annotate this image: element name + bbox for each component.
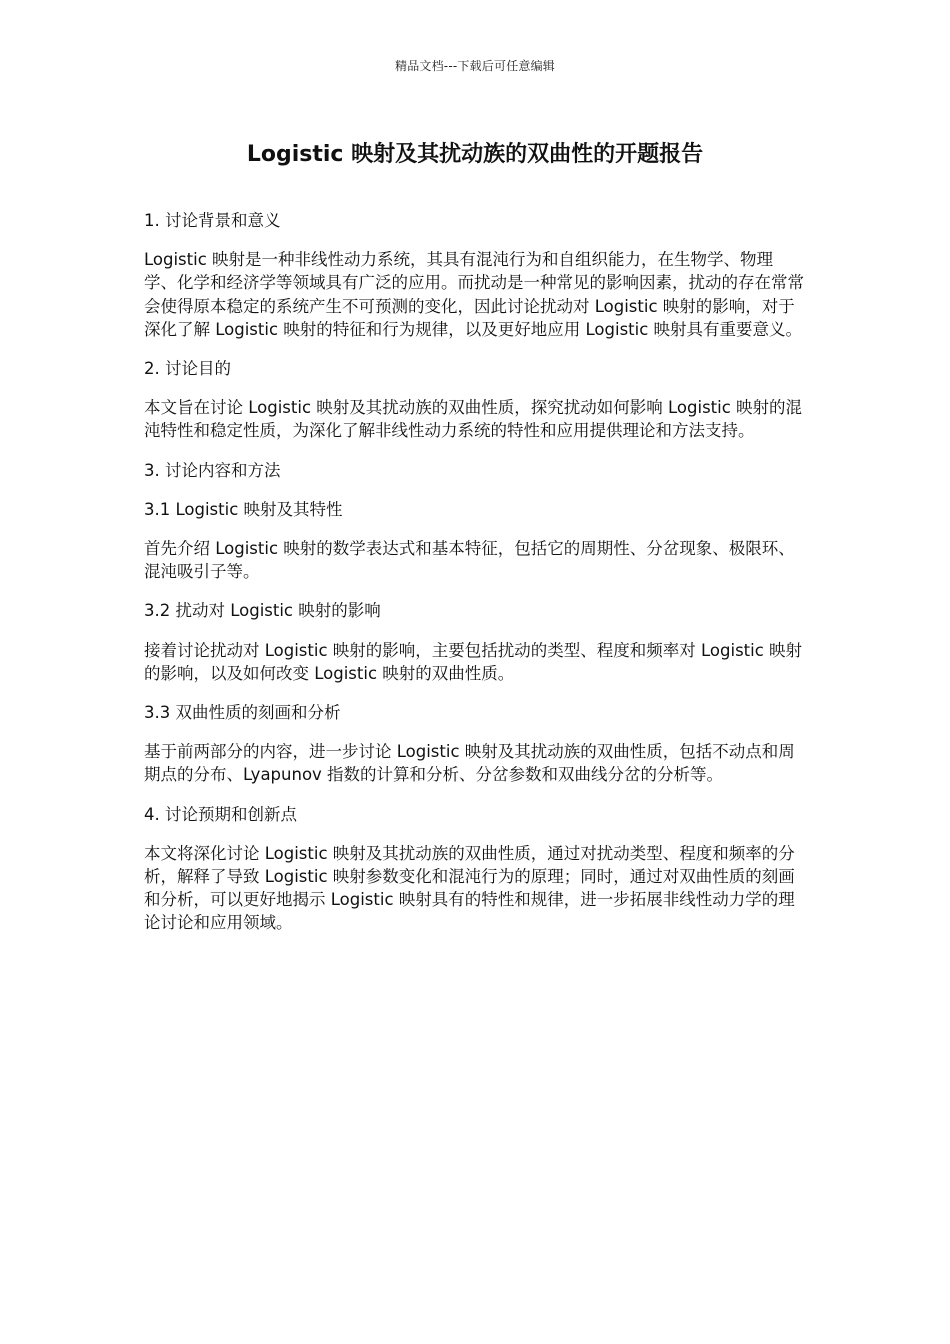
subsection-heading-3-2: 3.2 扰动对 Logistic 映射的影响 — [144, 601, 381, 621]
paragraph-3-1: 首先介绍 Logistic 映射的数学表达式和基本特征，包括它的周期性、分岔现象、极限环、混沌吸引子等。 — [144, 539, 795, 582]
subsection-heading-3-1: 3.1 Logistic 映射及其特性 — [144, 499, 343, 519]
paragraph-expectations: 本文将深化讨论 Logistic 映射及其扰动族的双曲性质，通过对扰动类型、程度和频率的分析，解释了导致 Logistic 映射参数变化和混沌行为的原理；同时，通过对双曲性质的刻画和分析，可以更好地揭示 Logistic 映射具有的特性和规律，进一步拓展非线性动力学的理论讨论和应用领域。 — [144, 843, 795, 933]
paragraph-purpose: 本文旨在讨论 Logistic 映射及其扰动族的双曲性质，探究扰动如何影响 Logistic 映射的混沌特性和稳定性质，为深化了解非线性动力系统的特性和应用提供理论和方法支持。 — [144, 398, 803, 441]
subsection-heading-3-3: 3.3 双曲性质的刻画和分析 — [144, 703, 341, 723]
section-heading-content-methods: 3. 讨论内容和方法 — [144, 460, 281, 480]
section-heading-background: 1. 讨论背景和意义 — [144, 211, 281, 230]
section-heading-expectations: 4. 讨论预期和创新点 — [144, 804, 297, 824]
paragraph-3-3: 基于前两部分的内容，进一步讨论 Logistic 映射及其扰动族的双曲性质，包括不动点和周期点的分布、Lyapunov 指数的计算和分析、分岔参数和双曲线分岔的分析等。 — [144, 742, 795, 785]
paragraph-background: Logistic 映射是一种非线性动力系统，其具有混沌行为和自组织能力，在生物学、物理学、化学和经济学等领域具有广泛的应用。而扰动是一种常见的影响因素，扰动的存在常常会使得原本稳定的系统产生不可预测的变化，因此讨论扰动对 Logistic 映射的影响，对于深化了解 Logistic 映射的特征和行为规律，以及更好地应用 Logistic 映射具有重要意义。 — [144, 250, 804, 339]
document-title: Logistic 映射及其扰动族的双曲性的开题报告 — [246, 142, 704, 167]
paragraph-3-2: 接着讨论扰动对 Logistic 映射的影响，主要包括扰动的类型、程度和频率对 Logistic 映射的影响，以及如何改变 Logistic 映射的双曲性质。 — [144, 640, 803, 683]
section-heading-purpose: 2. 讨论目的 — [144, 359, 231, 379]
document-body — [144, 209, 806, 951]
header-note: 精品文档---下载后可任意编辑 — [395, 59, 555, 73]
